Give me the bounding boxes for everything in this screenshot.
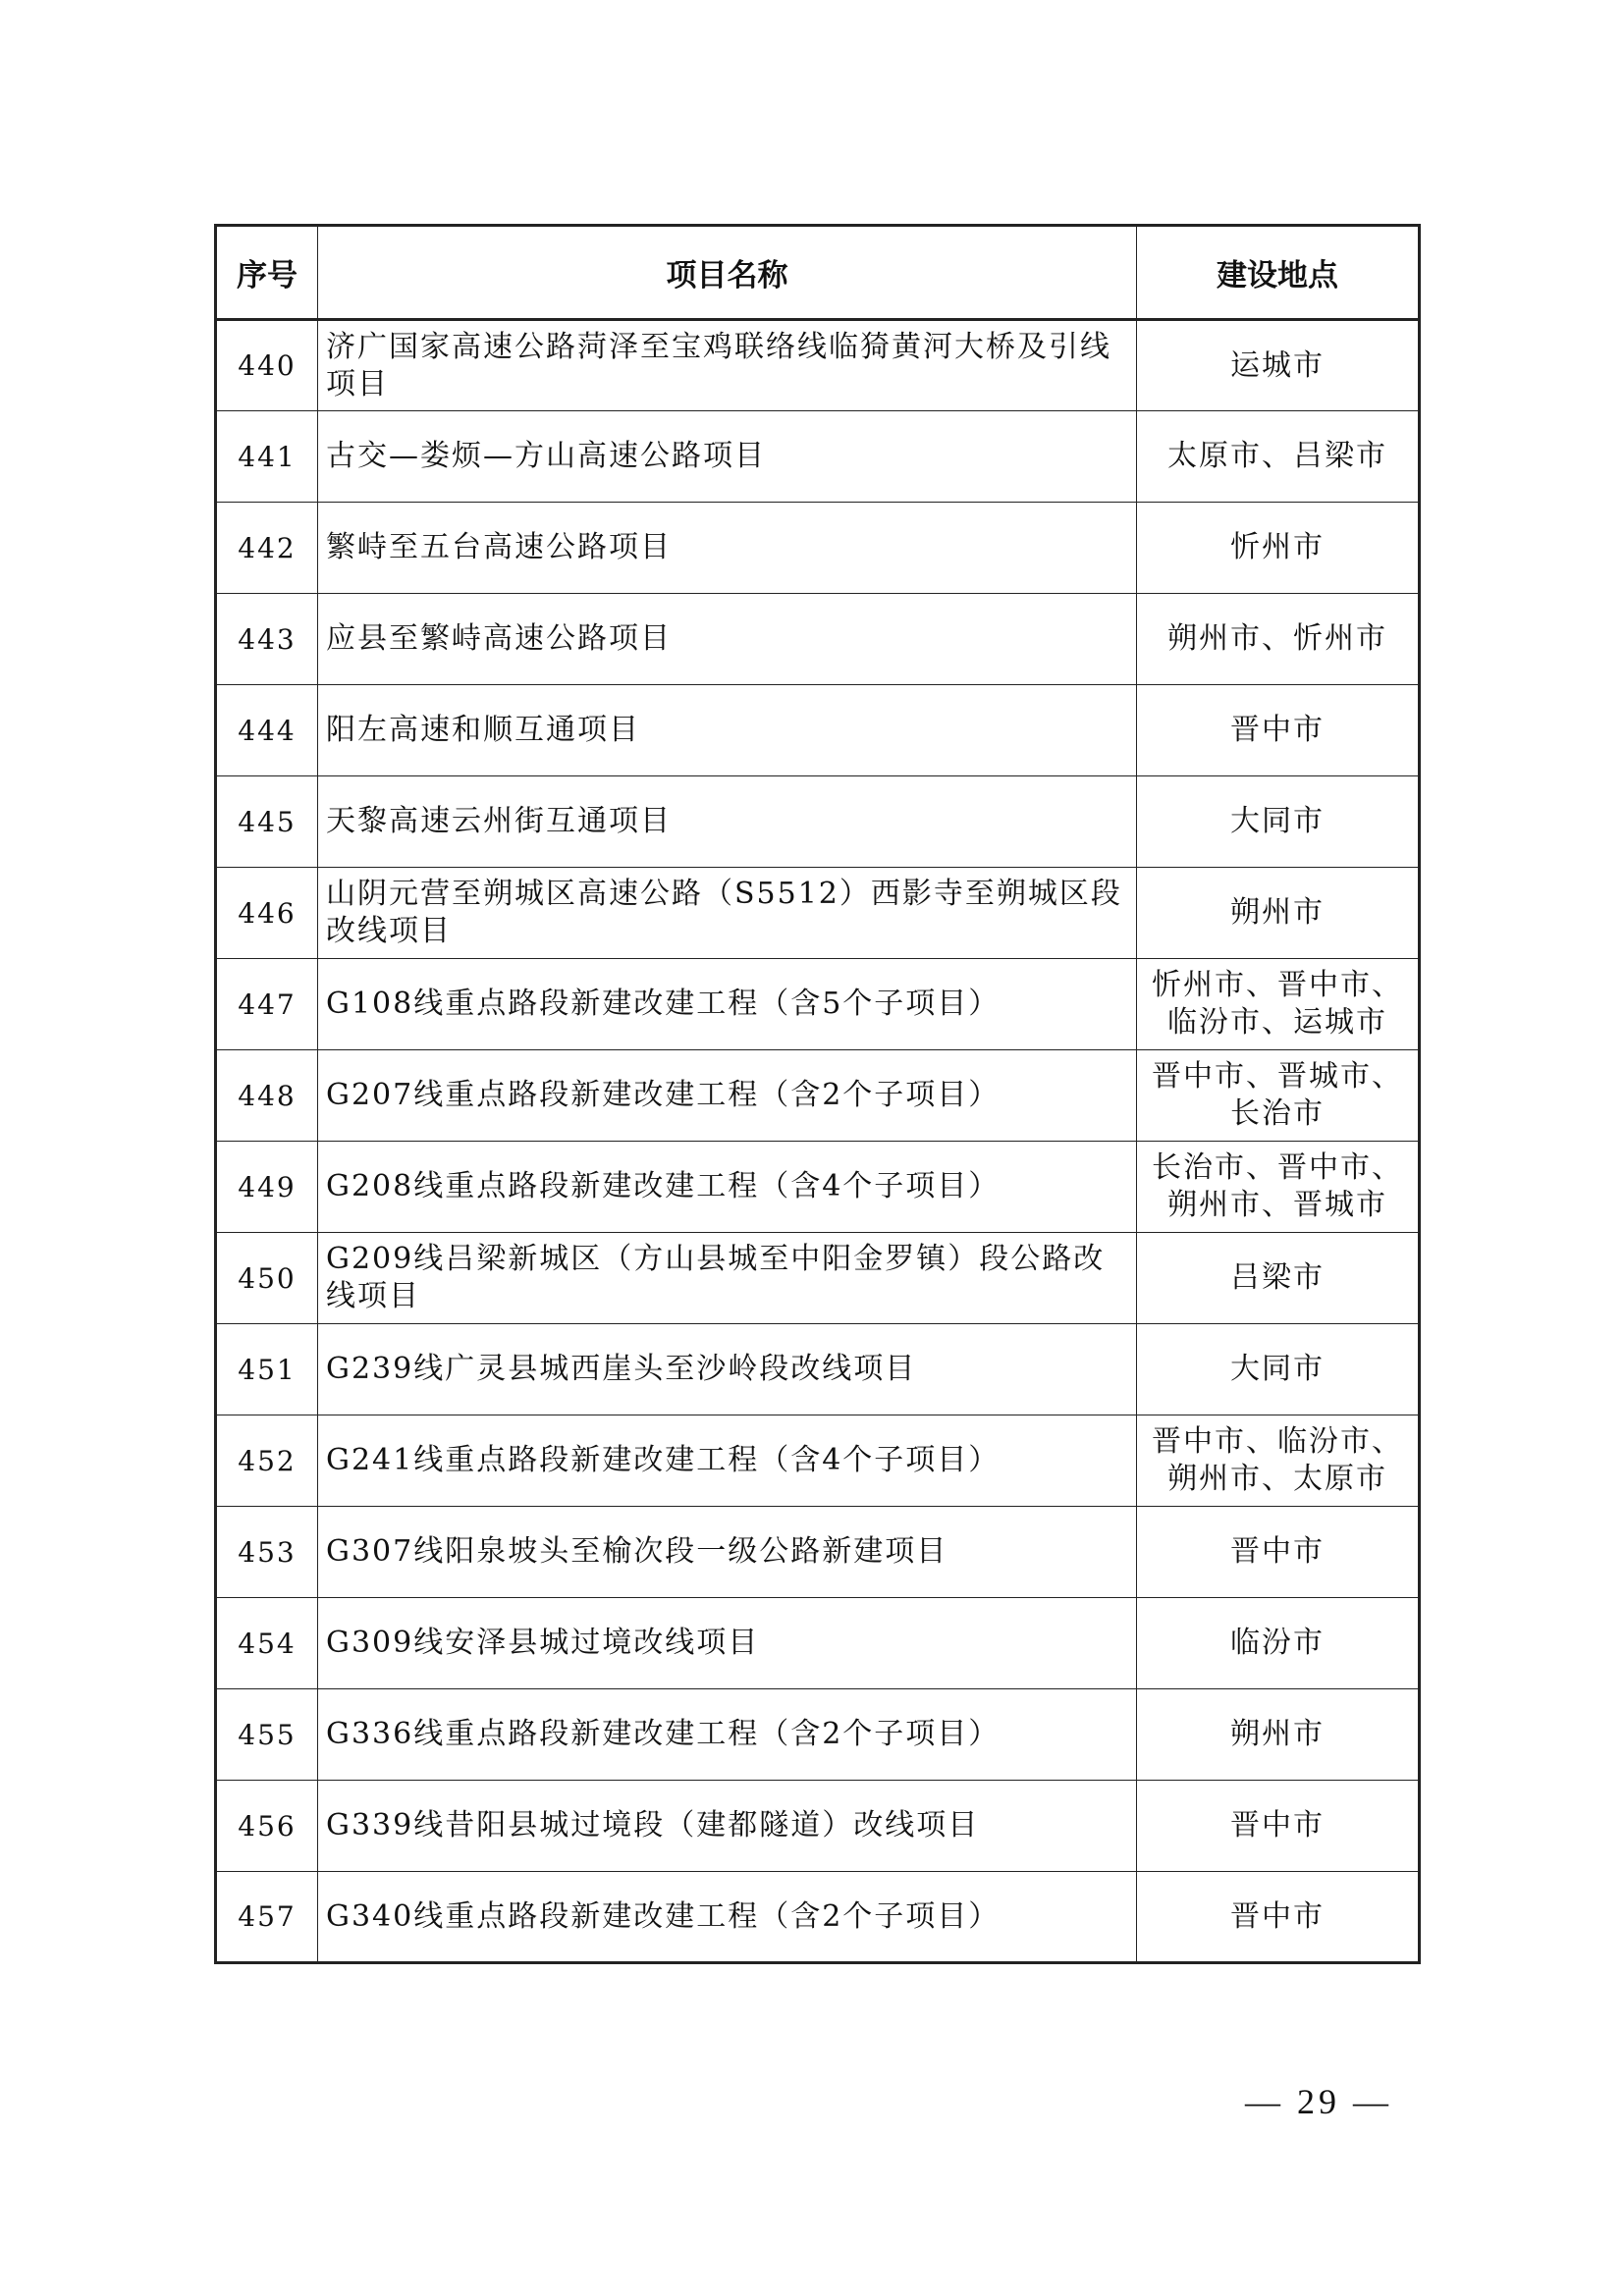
row-number: 449: [216, 1142, 318, 1233]
project-location: 忻州市: [1137, 503, 1420, 594]
project-name: G108线重点路段新建改建工程（含5个子项目）: [318, 959, 1137, 1050]
project-name: G336线重点路段新建改建工程（含2个子项目）: [318, 1689, 1137, 1781]
row-number: 445: [216, 776, 318, 868]
table-row: [216, 1507, 1420, 1598]
table-body: [216, 320, 1420, 1963]
row-number: 453: [216, 1507, 318, 1598]
table-row: [216, 1050, 1420, 1142]
row-number: 441: [216, 411, 318, 503]
row-number: 454: [216, 1598, 318, 1689]
project-name: G239线广灵县城西崖头至沙岭段改线项目: [318, 1324, 1137, 1415]
project-location: 朔州市: [1137, 868, 1420, 959]
project-name: G340线重点路段新建改建工程（含2个子项目）: [318, 1872, 1137, 1963]
project-name: G208线重点路段新建改建工程（含4个子项目）: [318, 1142, 1137, 1233]
table-row: [216, 1689, 1420, 1781]
project-name: 阳左高速和顺互通项目: [318, 685, 1137, 776]
project-location: 吕梁市: [1137, 1233, 1420, 1324]
table-row: [216, 868, 1420, 959]
row-number: 457: [216, 1872, 318, 1963]
project-location: 晋中市、临汾市、朔州市、太原市: [1137, 1415, 1420, 1507]
row-number: 452: [216, 1415, 318, 1507]
table-row: [216, 1781, 1420, 1872]
table-row: [216, 1598, 1420, 1689]
row-number: 451: [216, 1324, 318, 1415]
row-number: 448: [216, 1050, 318, 1142]
table-row: [216, 1142, 1420, 1233]
table-row: [216, 320, 1420, 411]
project-name: G339线昔阳县城过境段（建都隧道）改线项目: [318, 1781, 1137, 1872]
row-number: 455: [216, 1689, 318, 1781]
row-number: 442: [216, 503, 318, 594]
table-row: [216, 1872, 1420, 1963]
project-name: G307线阳泉坡头至榆次段一级公路新建项目: [318, 1507, 1137, 1598]
table-row: [216, 685, 1420, 776]
table-row: [216, 503, 1420, 594]
table-row: [216, 776, 1420, 868]
header-no: 序号: [216, 226, 318, 320]
table-row: [216, 1233, 1420, 1324]
project-name: 山阴元营至朔城区高速公路（S5512）西影寺至朔城区段改线项目: [318, 868, 1137, 959]
project-location: 临汾市: [1137, 1598, 1420, 1689]
project-location: 晋中市: [1137, 1507, 1420, 1598]
project-location: 晋中市: [1137, 1872, 1420, 1963]
table-header-row: [216, 226, 1420, 320]
table-row: [216, 1324, 1420, 1415]
project-location: 晋中市、晋城市、长治市: [1137, 1050, 1420, 1142]
project-name: 济广国家高速公路菏泽至宝鸡联络线临猗黄河大桥及引线项目: [318, 320, 1137, 411]
project-location: 大同市: [1137, 1324, 1420, 1415]
table-row: [216, 1415, 1420, 1507]
row-number: 446: [216, 868, 318, 959]
row-number: 444: [216, 685, 318, 776]
project-location: 长治市、晋中市、朔州市、晋城市: [1137, 1142, 1420, 1233]
project-name: 应县至繁峙高速公路项目: [318, 594, 1137, 685]
row-number: 440: [216, 320, 318, 411]
project-name: G209线吕梁新城区（方山县城至中阳金罗镇）段公路改线项目: [318, 1233, 1137, 1324]
row-number: 456: [216, 1781, 318, 1872]
project-name: G207线重点路段新建改建工程（含2个子项目）: [318, 1050, 1137, 1142]
project-location: 晋中市: [1137, 685, 1420, 776]
row-number: 447: [216, 959, 318, 1050]
project-name: G309线安泽县城过境改线项目: [318, 1598, 1137, 1689]
row-number: 450: [216, 1233, 318, 1324]
table-row: [216, 411, 1420, 503]
table-row: [216, 959, 1420, 1050]
header-location: 建设地点: [1137, 226, 1420, 320]
project-location: 运城市: [1137, 320, 1420, 411]
header-name: 项目名称: [318, 226, 1137, 320]
project-table: [214, 224, 1421, 1964]
project-location: 太原市、吕梁市: [1137, 411, 1420, 503]
project-name: 繁峙至五台高速公路项目: [318, 503, 1137, 594]
project-table-container: [214, 224, 1418, 1964]
project-name: 天黎高速云州街互通项目: [318, 776, 1137, 868]
row-number: 443: [216, 594, 318, 685]
project-location: 晋中市: [1137, 1781, 1420, 1872]
project-location: 朔州市: [1137, 1689, 1420, 1781]
table-row: [216, 594, 1420, 685]
project-location: 大同市: [1137, 776, 1420, 868]
project-name: G241线重点路段新建改建工程（含4个子项目）: [318, 1415, 1137, 1507]
project-name: 古交—娄烦—方山高速公路项目: [318, 411, 1137, 503]
project-location: 朔州市、忻州市: [1137, 594, 1420, 685]
project-location: 忻州市、晋中市、临汾市、运城市: [1137, 959, 1420, 1050]
page-number: — 29 —: [1245, 2082, 1392, 2121]
